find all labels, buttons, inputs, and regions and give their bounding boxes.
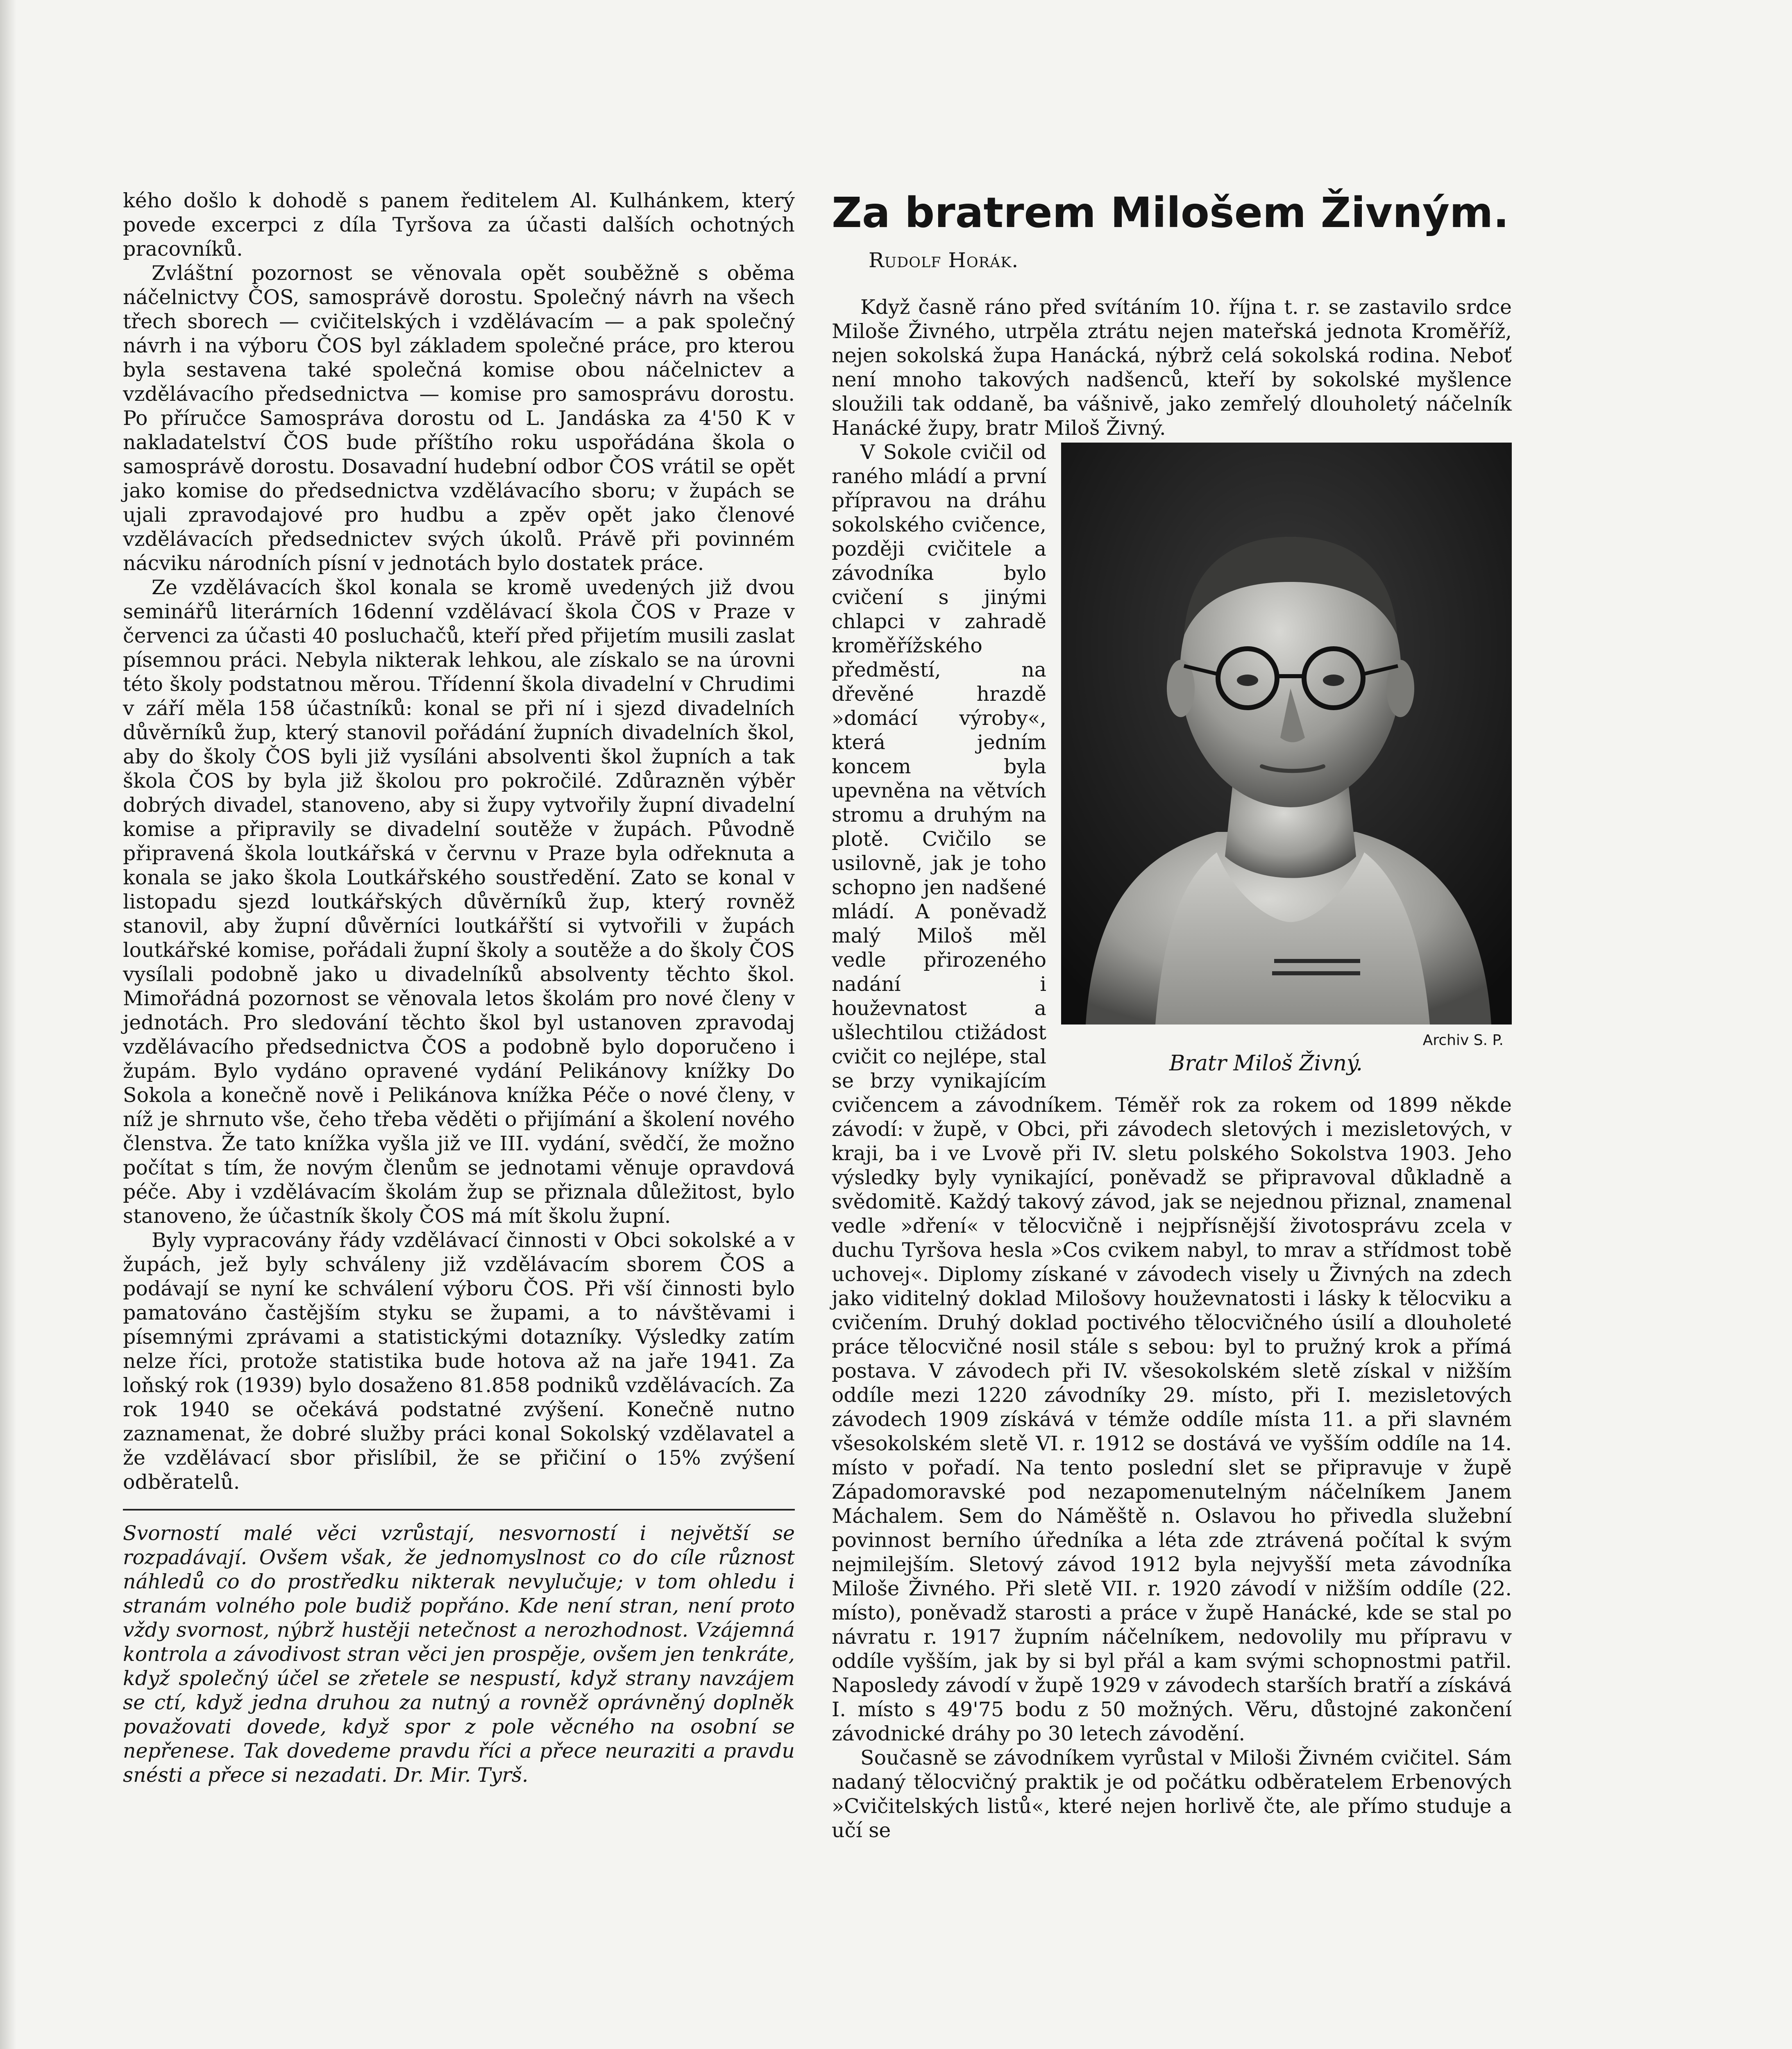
left-paragraph-1: kého došlo k dohodě s panem ředitelem Al. Kulhánkem, který povede excerpci z díla Tyršova za účasti dalších ochotných pracovníků. (123, 189, 795, 261)
left-paragraph-4: Byly vypracovány řády vzdělávací činnosti v Obci sokolské a v župách, jež byly schváleny již vzdělávacím sborem ČOS a podávají se nyní ke schválení výboru ČOS. Při vší činnosti bylo pamatováno častějším styku se župami, a to návštěvami i písemnými zprávami a statistickými dotazníky. Výsledky zatím nelze říci, protože statistika bude hotova až na jaře 1941. Za loňský rok (1939) bylo dosaženo 81.858 podniků vzdělávacích. Za rok 1940 se očekává podstatné zvýšení. Konečně nutno zaznamenat, že dobré služby práci konal Sokolský vzdělavatel a že vzdělávací sbor přislíbil, že se přičiní o 15% zvýšení odběratelů. (123, 1229, 795, 1494)
tyrs-quote: Svorností malé věci vzrůstají, nesvorností i největší se rozpadávají. Ovšem však, že jednomyslnost co do cíle různost náhledů co do prostředku nikterak nevylučuje; v tom ohledu i stranám volného pole budiž popřáno. Kde není stran, není proto vždy svornost, nýbrž hustěji netečnost a nerozhodnost. Vzájemná kontrola a závodivost stran věci jen prospěje, ovšem jen tenkráte, když společný účel se zřetele se nespustí, když strany navzájem se ctí, když jedna druhou za nutný a rovněž oprávněný doplněk považovati dovede, když spor z pole věcného na osobní se nepřenese. Tak dovedeme pravdu říci a přece neuraziti a pravdu snésti a přece si nezadati. Dr. Mir. Tyrš. (123, 1522, 795, 1787)
article-paragraph-3: Současně se závodníkem vyrůstal v Miloši Živném cvičitel. Sám nadaný tělocvičný praktik je od počátku odběratelem Erbenových »Cvičitelských listů«, které nejen horlivě čte, ale přímo studuje a učí se (832, 1746, 1512, 1842)
photo-credit: Archiv S. P. (1422, 1032, 1504, 1049)
portrait-photo (1061, 443, 1512, 1024)
article-column (832, 189, 1512, 1842)
article-title: Za bratrem Milošem Živným. (832, 189, 1509, 237)
photo-caption: Bratr Miloš Živný. (1169, 1051, 1363, 1076)
page-binding-shadow (0, 0, 16, 2049)
left-column (123, 189, 795, 1787)
portrait-illustration (1061, 443, 1512, 1024)
portrait-figure (1061, 443, 1512, 1076)
article-paragraph-2: V Sokole cvičil od raného mládí a první přípravou na dráhu sokolského cvičence, později cvičitele a závodníka bylo cvičení s jinými chlapci v zahradě kroměřížského předměstí, na dřevěné hrazdě »domácí výroby«, která jedním koncem byla upevněna na větvích stromu a druhým na plotě. Cvičilo se usilovně, jak je toho schopno jen nadšené mládí. A poněvadž malý Miloš měl vedle přirozeného nadání i houževnatost a ušlechtilou ctižádost cvičit co nejlépe, stal se brzy vynikajícím cvičencem a závodníkem. Téměř rok za rokem od 1899 někde závodí: v župě, v Obci, při závodech sletových i mezisletových, v kraji, ba i ve Lvově při IV. sletu polského Sokolstva 1903. Jeho výsledky byly vynikající, poněvadž se připravoval důkladně a svědomitě. Každý takový závod, jak se nejednou přiznal, znamenal vedle »dření« v tělocvičně i nejpřísnější životosprávu zcela v duchu Tyršova hesla »Cos cvikem nabyl, to mrav a střídmost tobě uchovej«. Diplomy získané v závodech visely u Živných na zdech jako viditelný doklad Milošovy houževnatosti i lásky k tělocviku a cvičením. Druhý doklad poctivého tělocvičného úsilí a dlouholeté práce tělocvičné nosil stále s sebou: byl to pružný krok a přímá postava. V závodech při IV. všesokolském sletě získal v nižším oddíle mezi 1220 závodníky 29. místo, při I. mezisletových závodech 1909 získává v témže oddíle místa 11. a při slavném všesokolském sletě VI. r. 1912 se dostává ve vyšším oddíle na 14. místo v pořadí. Na tento poslední slet se připravuje v župě Západomoravské pod nezapomenutelným náčelníkem Janem Máchalem. Sem do Náměště n. Oslavou ho přivedla služební povinnost berního úředníka a léta zde ztrávená počítal k svým nejmilejším. Sletový závod 1912 byla nejvyšší meta závodníka Miloše Živného. Při sletě VII. r. 1920 závodí v nižším oddíle (22. místo), poněvadž starosti a práce v župě Hanácké, kde se stal po návratu r. 1917 župním náčelníkem, nedovolily mu přípravu v oddíle vyšším, jak by si byl přál a kam svými schopnostmi patřil. Naposledy závodí v župě 1929 v závodech starších bratří a získává I. místo s 49'75 bodu z 50 možných. Věru, důstojné zakončení závodnické dráhy po 30 letech závodění. (832, 441, 1512, 1745)
article-author: Rudolf Horák. (869, 248, 1019, 272)
left-paragraph-3: Ze vzdělávacích škol konala se kromě uvedených již dvou seminářů literárních 16denní vzdělávací škola ČOS v Praze v červenci za účasti 40 posluchačů, kteří před přijetím musili zaslat písemnou práci. Nebyla nikterak lehkou, ale získalo se na úrovni této školy podstatnou měrou. Třídenní škola divadelní v Chrudimi v září měla 158 účastníků: konal se při ní i sjezd divadelních důvěrníků žup, který stanovil pořádání župních divadelních škol, aby do školy ČOS byli již vysíláni absolventi škol župních a tak škola ČOS by byla již školou pro pokročilé. Zdůrazněn výběr dobrých divadel, stanoveno, aby si župy vytvořily župní divadelní komise a připravily se divadelní soutěže v župách. Původně připravená škola loutkářská v červnu v Praze byla odřeknuta a konala se jako škola Loutkářského soustředění. Zato se konal v listopadu sjezd loutkářských důvěrníků žup, který rovněž stanovil, aby župní důvěrníci loutkářští si vytvořili v župách loutkářské komise, pořádali župní školy a soutěže a do školy ČOS vysílali podobně jako u divadelníků absolventy těchto škol. Mimořádná pozornost se věnovala letos školám pro nové členy v jednotách. Pro sledování těchto škol byl ustanoven zpravodaj vzdělávacího předsednictva ČOS a podobně bylo doporučeno i župám. Bylo vydáno opravené vydání Pelikánovy knížky Do Sokola a konečně nově i Pelikánova knížka Péče o nové členy, v níž je shrnuto vše, čeho třeba věděti o přijímání a školení nového členstva. Že tato knížka vyšla již ve III. vydání, svědčí, že možno počítat s tím, že novým členům se jednotami věnuje opravdová péče. Aby i vzdělávacím školám žup se přiznala důležitost, bylo stanoveno, že účastník školy ČOS má mít školu župní. (123, 576, 795, 1228)
quote-divider (123, 1509, 795, 1511)
article-paragraph-1: Když časně ráno před svítáním 10. října t. r. se zastavilo srdce Miloše Živného, utrpěla ztrátu nejen mateřská jednota Kroměříž, nejen sokolská župa Hanácká, nýbrž celá sokolská rodina. Neboť není mnoho takových nadšenců, kteří by sokolské myšlence sloužili tak oddaně, ba vášnivě, jako zemřelý dlouholetý náčelník Hanácké župy, bratr Miloš Živný. (832, 295, 1512, 440)
left-paragraph-2: Zvláštní pozornost se věnovala opět souběžně s oběma náčelnictvy ČOS, samosprávě dorostu. Společný návrh na všech třech sborech — cvičitelských i vzdělávacím — a pak společný návrh i na výboru ČOS byl základem společné práce, pro kterou byla sestavena také společná komise obou náčelnictev a vzdělávacího předsednictva — komise pro samosprávu dorostu. Po příručce Samospráva dorostu od L. Jandáska za 4'50 K v nakladatelství ČOS bude příštího roku uspořádána škola o samosprávě dorostu. Dosavadní hudební odbor ČOS vrátil se opět jako komise do předsednictva vzdělávacího sboru; v župách se ujali zpravodajové pro hudbu a zpěv opět jako členové vzdělávacích předsednictev svých úkolů. Právě při povinném nácviku národních písní v jednotách bylo dostatek práce. (123, 261, 795, 575)
